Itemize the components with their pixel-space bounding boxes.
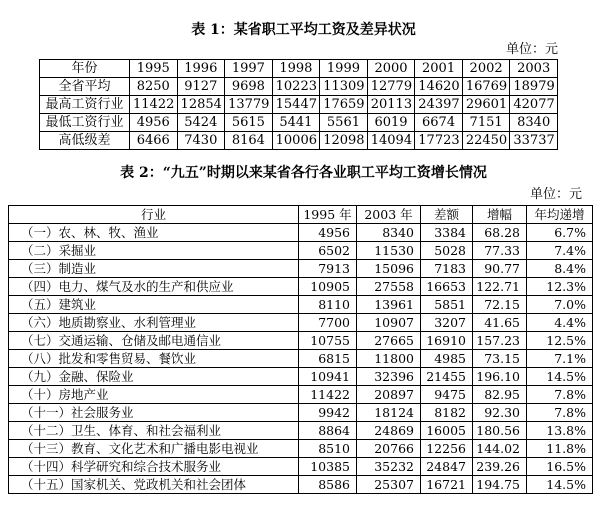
row-label: 高低级差 (40, 132, 130, 150)
table-row (9, 278, 593, 296)
table-row (9, 368, 593, 386)
table-cell: 增幅 (473, 206, 527, 224)
table-cell: 7913 (299, 260, 357, 278)
table-cell: 92.30 (473, 404, 527, 422)
table-cell: 1997 (225, 60, 273, 78)
table-cell: 2003 年 (357, 206, 421, 224)
table-cell: 29601 (462, 96, 510, 114)
table-cell: 194.75 (473, 476, 527, 494)
table1 (39, 59, 558, 150)
table-cell: 13.8% (527, 422, 593, 440)
table-cell: 年均递增 (527, 206, 593, 224)
table-cell: 7.0% (527, 296, 593, 314)
table-cell: 12.3% (527, 278, 593, 296)
table-cell: 7151 (462, 114, 510, 132)
table-row (9, 314, 593, 332)
table1-title: 表 1：某省职工平均工资及差异状况 (191, 22, 416, 38)
table-cell: 6502 (299, 242, 357, 260)
table-cell: 9698 (225, 78, 273, 96)
table-cell: 9475 (421, 386, 473, 404)
table-cell: 6815 (299, 350, 357, 368)
table1-unit: 单位：元 (505, 42, 558, 57)
table-cell: 20113 (367, 96, 415, 114)
table-cell: 17659 (320, 96, 368, 114)
table-row (40, 132, 558, 150)
table-cell: 20897 (357, 386, 421, 404)
table-cell: 12.5% (527, 332, 593, 350)
industry-name: （九）金融、保险业 (9, 368, 299, 386)
table2-unit: 单位：元 (529, 187, 582, 202)
industry-name: （一）农、林、牧、渔业 (9, 224, 299, 242)
table-cell: 3207 (421, 314, 473, 332)
table-cell: 10905 (299, 278, 357, 296)
table-cell: 4956 (299, 224, 357, 242)
table-row (9, 296, 593, 314)
table-cell: 2000 (367, 60, 415, 78)
industry-name: （十三）教育、文化艺术和广播电影电视业 (9, 440, 299, 458)
table-cell: 35232 (357, 458, 421, 476)
table-cell: 4985 (421, 350, 473, 368)
table-cell: 11.8% (527, 440, 593, 458)
industry-name: （二）采掘业 (9, 242, 299, 260)
table-row (9, 386, 593, 404)
table-cell: 1995 (130, 60, 178, 78)
table-cell: 68.28 (473, 224, 527, 242)
table-cell: 1995 年 (299, 206, 357, 224)
table-cell: 7.1% (527, 350, 593, 368)
table-cell: 11309 (320, 78, 368, 96)
industry-name: （三）制造业 (9, 260, 299, 278)
table-cell: 5561 (320, 114, 368, 132)
table-cell: 10006 (272, 132, 320, 150)
table-cell: 13779 (225, 96, 273, 114)
table-cell: 6.7% (527, 224, 593, 242)
table-cell: 8340 (510, 114, 558, 132)
table-cell: 239.26 (473, 458, 527, 476)
table-cell: 17723 (415, 132, 463, 150)
header-cell: 年份 (40, 60, 130, 78)
table-cell: 73.15 (473, 350, 527, 368)
table-cell: 2003 (510, 60, 558, 78)
table-cell: 8250 (130, 78, 178, 96)
table-row (9, 476, 593, 494)
table-row (9, 422, 593, 440)
table-header-row (40, 60, 558, 78)
table-cell: 2001 (415, 60, 463, 78)
table-cell: 13961 (357, 296, 421, 314)
table-row (9, 350, 593, 368)
table-cell: 24847 (421, 458, 473, 476)
table-cell: 14094 (367, 132, 415, 150)
row-label: 全省平均 (40, 78, 130, 96)
table-cell: 12779 (367, 78, 415, 96)
table-cell: 32396 (357, 368, 421, 386)
table-cell: 14.5% (527, 476, 593, 494)
table-cell: 16005 (421, 422, 473, 440)
table-cell: 1999 (320, 60, 368, 78)
table-cell: 33737 (510, 132, 558, 150)
table-cell: 5615 (225, 114, 273, 132)
table-cell: 7183 (421, 260, 473, 278)
table-cell: 15447 (272, 96, 320, 114)
table-cell: 5424 (177, 114, 225, 132)
table-cell: 16.5% (527, 458, 593, 476)
industry-name: （十二）卫生、体育、和社会福利业 (9, 422, 299, 440)
row-label: 最低工资行业 (40, 114, 130, 132)
table-cell: 7.8% (527, 404, 593, 422)
table-cell: 122.71 (473, 278, 527, 296)
table-row (9, 458, 593, 476)
table-cell: 4.4% (527, 314, 593, 332)
industry-name: （五）建筑业 (9, 296, 299, 314)
table-cell: 82.95 (473, 386, 527, 404)
table-cell: 27558 (357, 278, 421, 296)
table-cell: 3384 (421, 224, 473, 242)
table-cell: 9127 (177, 78, 225, 96)
table-cell: 12854 (177, 96, 225, 114)
table2-title: 表 2：“九五”时期以来某省各行各业职工平均工资增长情况 (120, 165, 487, 181)
table-cell: 14620 (415, 78, 463, 96)
table-cell: 8864 (299, 422, 357, 440)
table-cell: 15096 (357, 260, 421, 278)
table-cell: 16910 (421, 332, 473, 350)
table-cell: 9942 (299, 404, 357, 422)
table-cell: 25307 (357, 476, 421, 494)
table-header-row (9, 206, 593, 224)
table-cell: 8.4% (527, 260, 593, 278)
table-cell: 16653 (421, 278, 473, 296)
table-cell: 20766 (357, 440, 421, 458)
table-cell: 41.65 (473, 314, 527, 332)
header-cell: 行业 (9, 206, 299, 224)
table-cell: 22450 (462, 132, 510, 150)
table-cell: 24397 (415, 96, 463, 114)
table-cell: 18979 (510, 78, 558, 96)
table-cell: 8164 (225, 132, 273, 150)
table-row (40, 78, 558, 96)
industry-name: （十四）科学研究和综合技术服务业 (9, 458, 299, 476)
table-cell: 1996 (177, 60, 225, 78)
table-row (9, 242, 593, 260)
table-cell: 10907 (357, 314, 421, 332)
table-cell: 11530 (357, 242, 421, 260)
table-cell: 24869 (357, 422, 421, 440)
table-cell: 1998 (272, 60, 320, 78)
table-cell: 6674 (415, 114, 463, 132)
table-cell: 5028 (421, 242, 473, 260)
table-cell: 77.33 (473, 242, 527, 260)
table-cell: 42077 (510, 96, 558, 114)
table-cell: 6019 (367, 114, 415, 132)
industry-name: （十）房地产业 (9, 386, 299, 404)
table-cell: 4956 (130, 114, 178, 132)
table-cell: 8340 (357, 224, 421, 242)
table-cell: 18124 (357, 404, 421, 422)
table-cell: 21455 (421, 368, 473, 386)
table-cell: 11422 (130, 96, 178, 114)
table-cell: 8110 (299, 296, 357, 314)
table-cell: 16721 (421, 476, 473, 494)
table-cell: 144.02 (473, 440, 527, 458)
table-cell: 5441 (272, 114, 320, 132)
table-cell: 14.5% (527, 368, 593, 386)
table-cell: 16769 (462, 78, 510, 96)
industry-name: （八）批发和零售贸易、餐饮业 (9, 350, 299, 368)
table-cell: 7.8% (527, 386, 593, 404)
table-cell: 差额 (421, 206, 473, 224)
industry-name: （四）电力、煤气及水的生产和供应业 (9, 278, 299, 296)
table-cell: 8586 (299, 476, 357, 494)
table-row (9, 224, 593, 242)
table-cell: 27665 (357, 332, 421, 350)
table-row (9, 332, 593, 350)
industry-name: （十五）国家机关、党政机关和社会团体 (9, 476, 299, 494)
table-cell: 8182 (421, 404, 473, 422)
table-cell: 7430 (177, 132, 225, 150)
table-cell: 72.15 (473, 296, 527, 314)
table-row (40, 114, 558, 132)
table-cell: 8510 (299, 440, 357, 458)
table-cell: 10755 (299, 332, 357, 350)
table-cell: 11800 (357, 350, 421, 368)
table-cell: 10223 (272, 78, 320, 96)
table-cell: 10385 (299, 458, 357, 476)
industry-name: （六）地质勘察业、水利管理业 (9, 314, 299, 332)
table-cell: 12256 (421, 440, 473, 458)
table-cell: 12098 (320, 132, 368, 150)
table-cell: 180.56 (473, 422, 527, 440)
table-cell: 6466 (130, 132, 178, 150)
table-cell: 5851 (421, 296, 473, 314)
table-row (9, 260, 593, 278)
table-cell: 2002 (462, 60, 510, 78)
table2 (8, 205, 593, 494)
table-row (9, 440, 593, 458)
industry-name: （七）交通运输、仓储及邮电通信业 (9, 332, 299, 350)
table-cell: 11422 (299, 386, 357, 404)
table-row (9, 404, 593, 422)
table-cell: 157.23 (473, 332, 527, 350)
table-cell: 90.77 (473, 260, 527, 278)
row-label: 最高工资行业 (40, 96, 130, 114)
table-cell: 10941 (299, 368, 357, 386)
table-row (40, 96, 558, 114)
industry-name: （十一）社会服务业 (9, 404, 299, 422)
table-cell: 196.10 (473, 368, 527, 386)
table-cell: 7.4% (527, 242, 593, 260)
table-cell: 7700 (299, 314, 357, 332)
